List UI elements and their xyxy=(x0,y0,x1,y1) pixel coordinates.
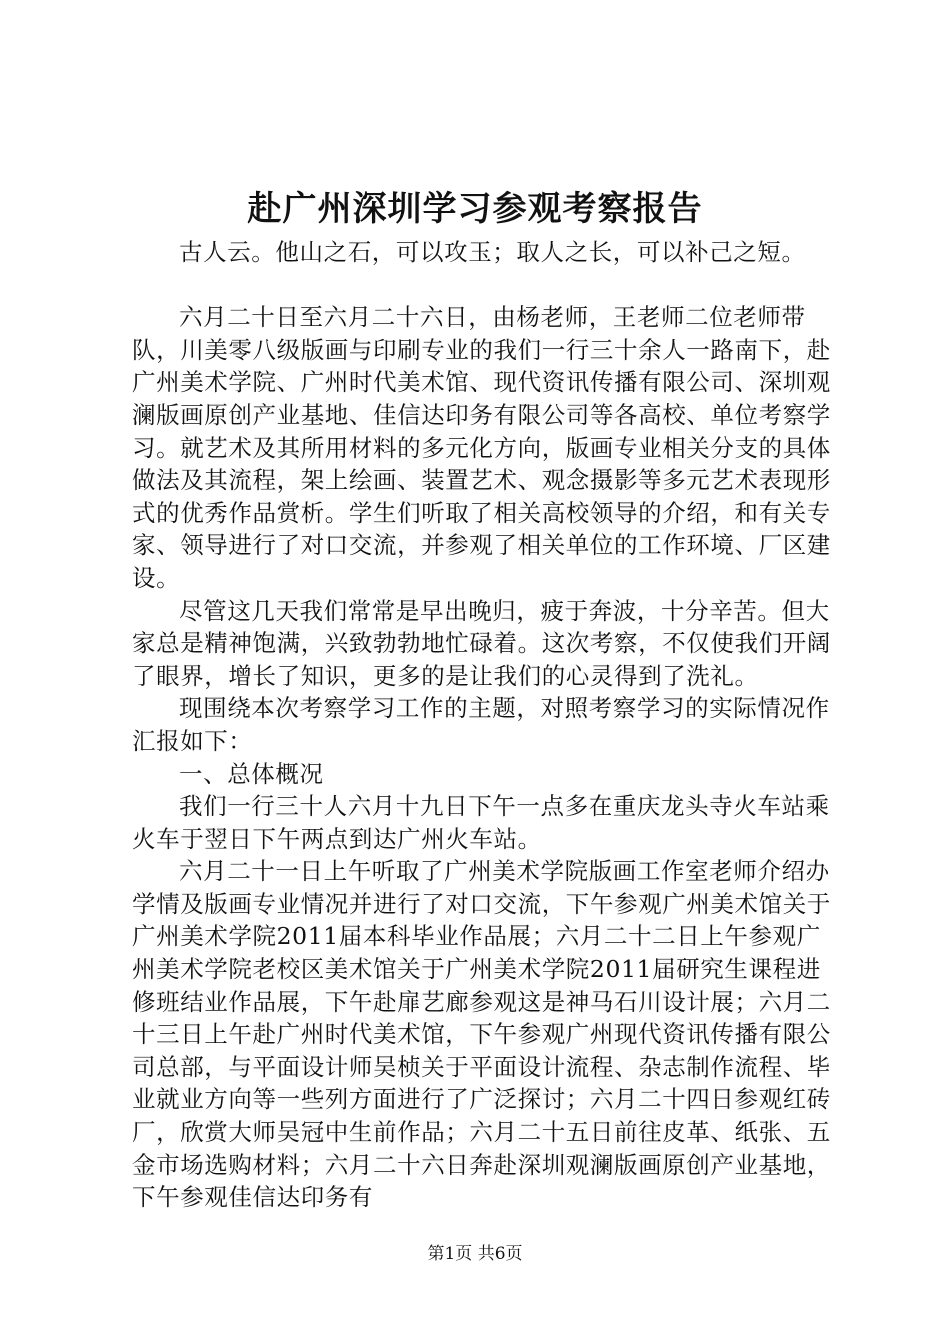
blank-line xyxy=(132,269,832,302)
paragraph-travel: 我们一行三十人六月十九日下午一点多在重庆龙头寺火车站乘火车于翌日下午两点到达广州火车站。 xyxy=(132,792,830,853)
document-body xyxy=(132,236,832,1214)
paragraph-schedule: 六月二十一日上午听取了广州美术学院版画工作室老师介绍办学情及版画专业情况并进行了对口交流，下午参观广州美术馆关于广州美术学院2011届本科毕业作品展；六月二十二日上午参观广州美术学院老校区美术馆关于广州美术学院2011届研究生课程进修班结业作品展，下午赴扉艺廊参观这是神马石川设计展；六月二十三日上午赴广州时代美术馆，下午参观广州现代资讯传播有限公司总部，与平面设计师吴桢关于平面设计流程、杂志制作流程、毕业就业方向等一些列方面进行了广泛探讨；六月二十四日参观红砖厂，欣赏大师吴冠中生前作品；六月二十五日前往皮革、纸张、五金市场选购材料；六月二十六日奔赴深圳观澜版画原创产业基地，下午参观佳信达印务有 xyxy=(132,857,831,1212)
paragraph-report-lead: 现围绕本次考察学习工作的主题，对照考察学习的实际情况作汇报如下： xyxy=(132,694,830,755)
section-heading-overview: 一、总体概况 xyxy=(179,759,324,788)
opening-quote: 古人云。他山之石，可以攻玉；取人之长，可以补己之短。 xyxy=(179,238,806,266)
paragraph-experience: 尽管这几天我们常常是早出晚归，疲于奔波，十分辛苦。但大家总是精神饱满，兴致勃勃地忙碌着。这次考察，不仅使我们开阔了眼界，增长了知识，更多的是让我们的心灵得到了洗礼。 xyxy=(132,596,831,690)
paragraph-intro: 六月二十日至六月二十六日，由杨老师，王老师二位老师带队，川美零八级版画与印刷专业的我们一行三十余人一路南下，赴广州美术学院、广州时代美术馆、现代资讯传播有限公司、深圳观澜版画原创产业基地、佳信达印务有限公司等各高校、单位考察学习。就艺术及其所用材料的多元化方向，版画专业相关分支的具体做法及其流程，架上绘画、装置艺术、观念摄影等多元艺术表现形式的优秀作品赏析。学生们听取了相关高校领导的介绍，和有关专家、领导进行了对口交流，并参观了相关单位的工作环境、厂区建设。 xyxy=(132,303,831,592)
page-footer: 第1页 共6页 xyxy=(427,1244,523,1264)
document-title: 赴广州深圳学习参观考察报告 xyxy=(247,189,703,229)
